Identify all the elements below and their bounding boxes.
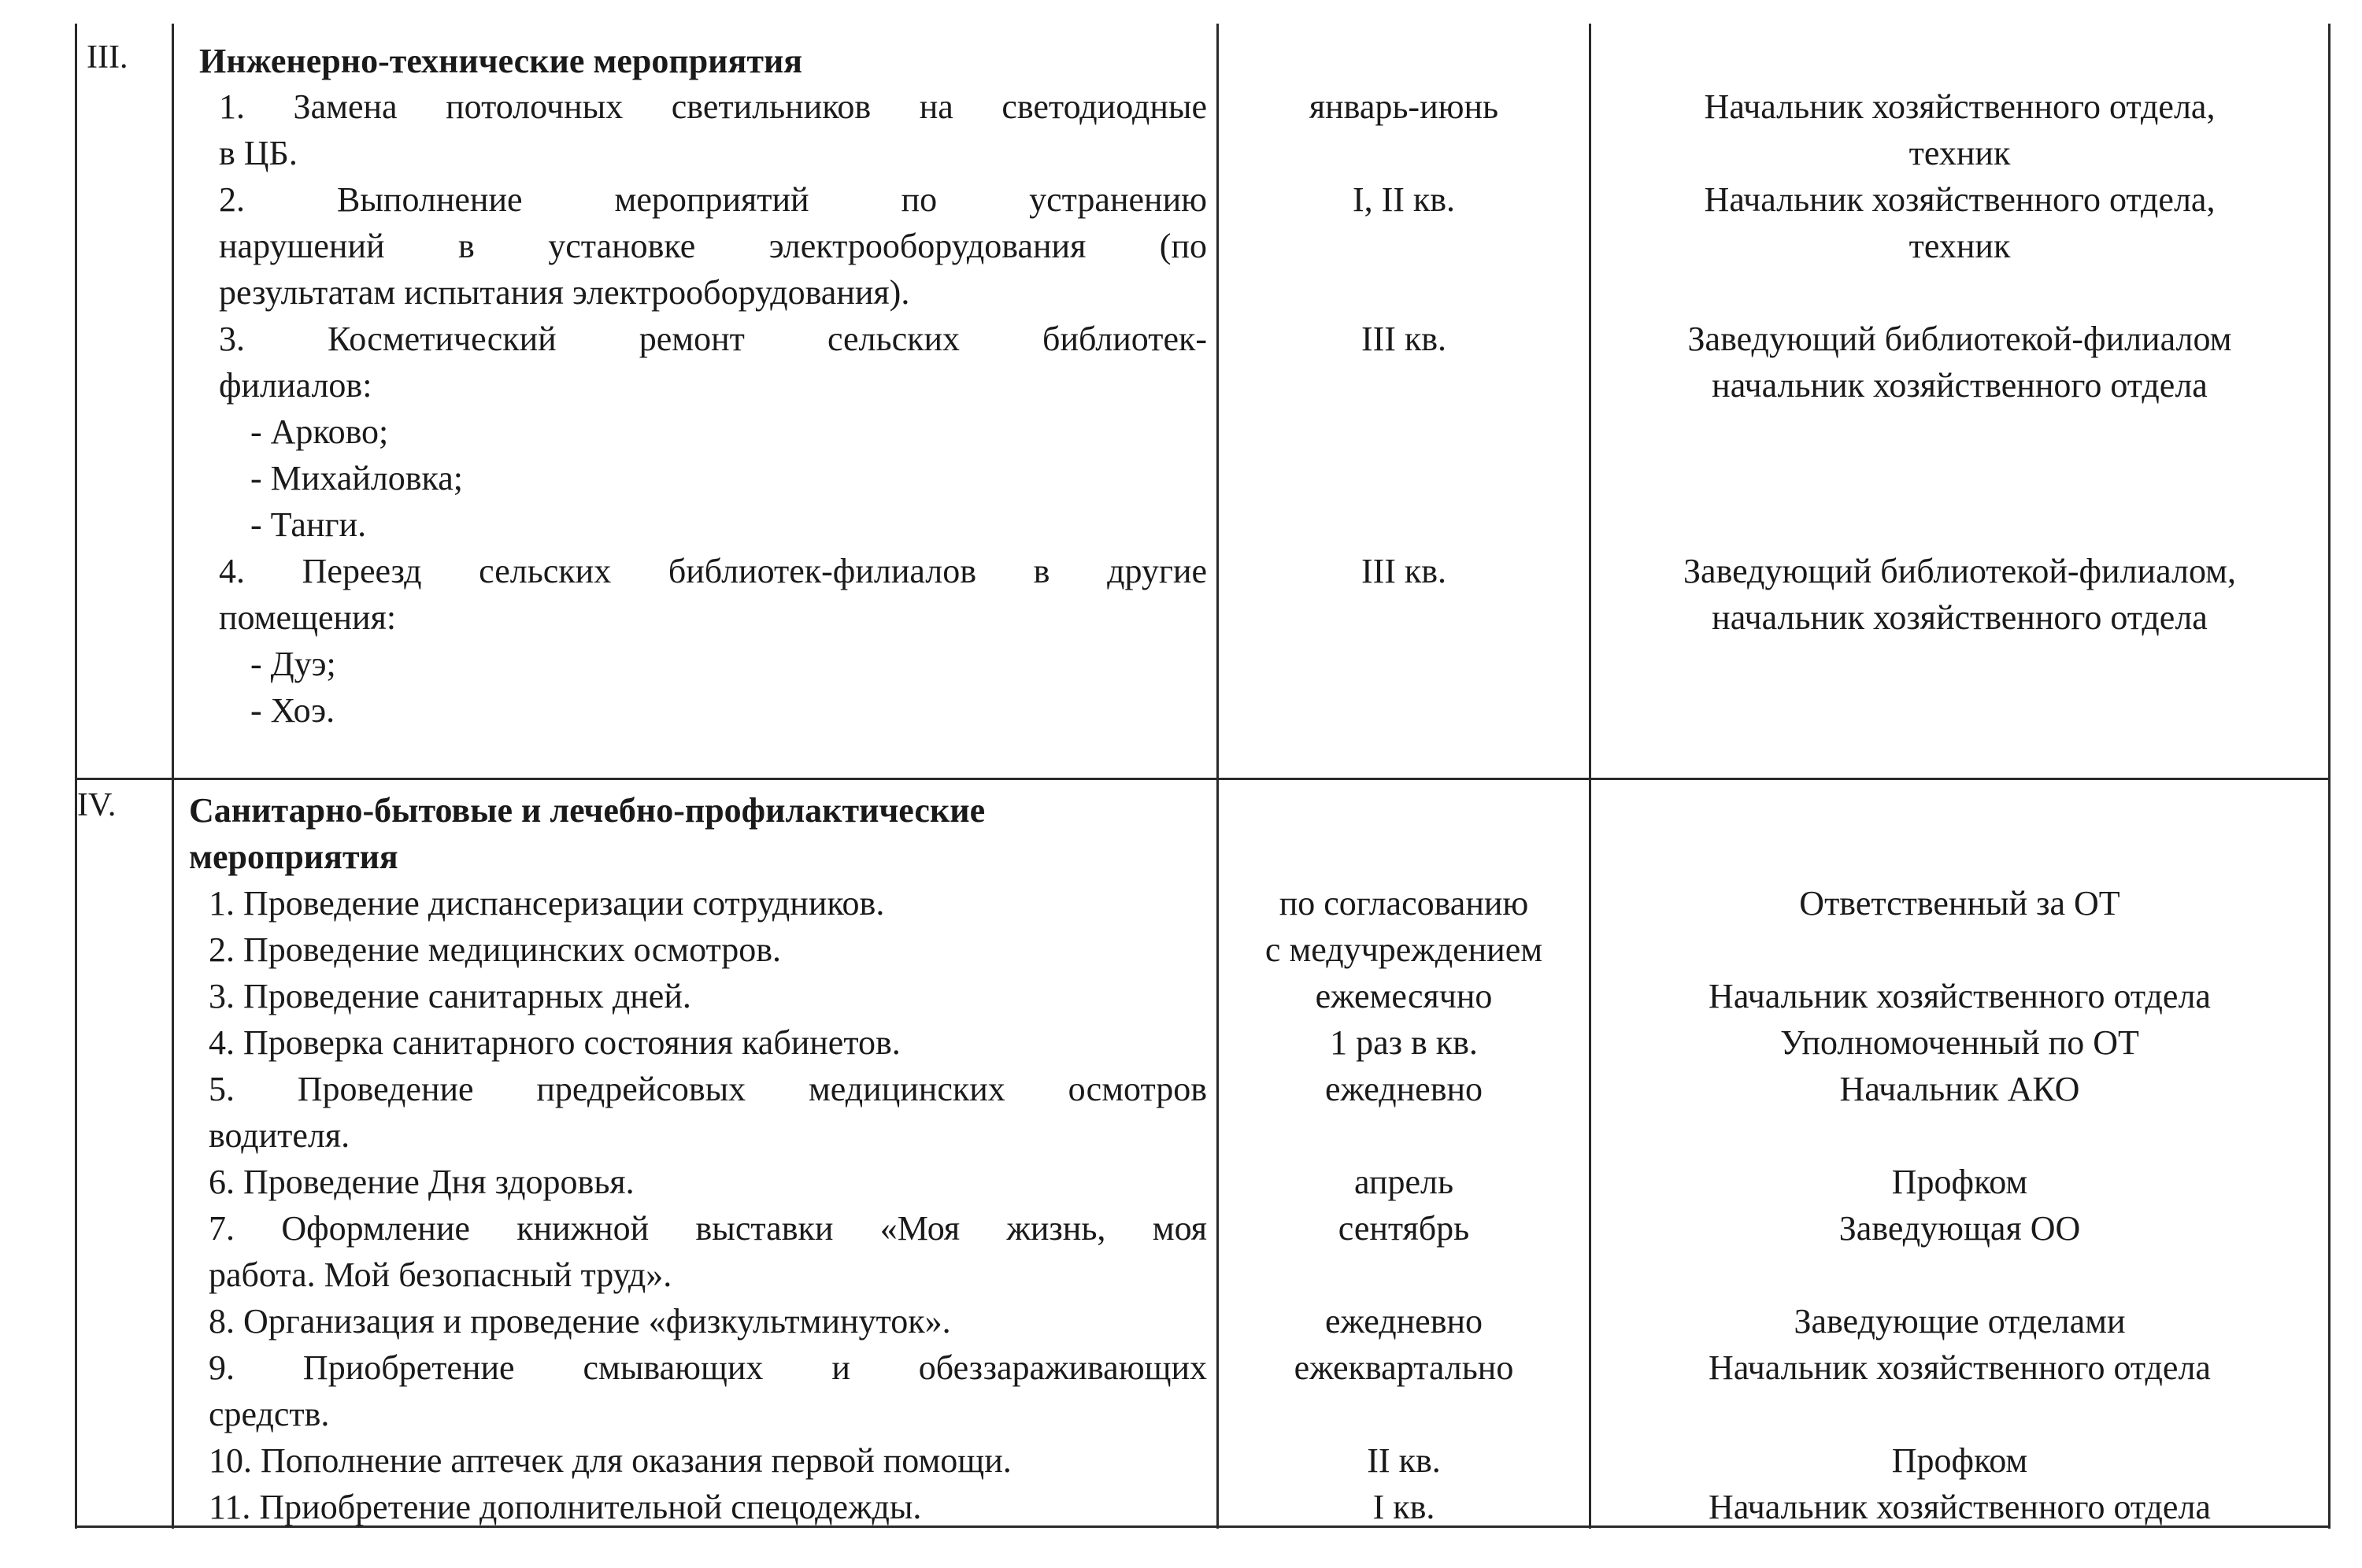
item-text-line: - Хоэ. — [250, 691, 335, 730]
item-term: III кв. — [1361, 552, 1447, 590]
table-border-right — [2328, 24, 2331, 1529]
item-responsible: Начальник АКО — [1839, 1070, 2080, 1108]
item-text-line: 4. Переезд сельских библиотек-филиалов в другие — [219, 552, 1207, 590]
item-text-line: 6. Проведение Дня здоровья. — [209, 1163, 635, 1201]
item-responsible: начальник хозяйственного отдела — [1712, 366, 2208, 405]
section-heading: мероприятия — [189, 838, 398, 876]
item-responsible: техник — [1908, 227, 2011, 265]
item-responsible: Профком — [1891, 1441, 2028, 1480]
item-responsible: Заведующая ОО — [1838, 1209, 2081, 1248]
item-term: по согласованию — [1279, 884, 1529, 923]
item-text-line: филиалов: — [219, 366, 372, 405]
item-responsible: Заведующий библиотекой-филиалом — [1687, 320, 2232, 358]
item-responsible: Заведующий библиотекой-филиалом, — [1683, 552, 2236, 590]
table-border-left — [75, 24, 77, 1529]
item-responsible: Начальник хозяйственного отдела, — [1704, 180, 2216, 219]
item-text-line: - Дуэ; — [250, 645, 336, 683]
item-text-line: нарушений в установке электрооборудования (по — [219, 227, 1207, 265]
item-responsible: Уполномоченный по ОТ — [1780, 1023, 2139, 1062]
item-term: I кв. — [1372, 1488, 1435, 1526]
item-text-line: водителя. — [209, 1116, 350, 1155]
item-text-line: - Арково; — [250, 412, 389, 451]
item-text-line: работа. Мой безопасный труд». — [209, 1256, 672, 1294]
item-term: III кв. — [1361, 320, 1447, 358]
item-text-line: в ЦБ. — [219, 134, 298, 172]
item-text-line: 3. Косметический ремонт сельских библиотек- — [219, 320, 1207, 358]
section-number: III. — [87, 39, 128, 76]
item-term: сентябрь — [1338, 1209, 1470, 1248]
item-responsible: Профком — [1891, 1163, 2028, 1201]
item-responsible: Начальник хозяйственного отдела — [1709, 1488, 2211, 1526]
section-heading: Инженерно-технические мероприятия — [199, 42, 803, 80]
item-responsible: Начальник хозяйственного отдела — [1709, 1348, 2211, 1387]
item-term: январь-июнь — [1309, 87, 1499, 126]
item-responsible: Заведующие отделами — [1794, 1302, 2126, 1341]
item-responsible: Начальник хозяйственного отдела, — [1704, 87, 2216, 126]
item-term: ежеквартально — [1294, 1348, 1514, 1387]
item-text-line: - Танги. — [250, 505, 367, 544]
item-term: I, II кв. — [1352, 180, 1456, 219]
item-responsible: Начальник хозяйственного отдела — [1709, 977, 2211, 1015]
item-term: 1 раз в кв. — [1330, 1023, 1478, 1062]
item-responsible: техник — [1908, 134, 2011, 172]
item-term: апрель — [1353, 1163, 1454, 1201]
item-text-line: 10. Пополнение аптечек для оказания первой помощи. — [209, 1441, 1012, 1480]
item-text-line: 1. Замена потолочных светильников на светодиодные — [219, 87, 1207, 126]
section-number: IV. — [77, 787, 117, 823]
item-responsible: начальник хозяйственного отдела — [1712, 598, 2208, 637]
item-text-line: помещения: — [219, 598, 397, 637]
item-term: II кв. — [1367, 1441, 1441, 1480]
section-heading: Санитарно-бытовые и лечебно-профилактические — [189, 791, 986, 830]
item-responsible: Ответственный за ОТ — [1799, 884, 2120, 923]
item-term: ежедневно — [1324, 1070, 1483, 1108]
section-divider — [75, 778, 2331, 780]
column-divider-number — [172, 24, 174, 1529]
item-text-line: 9. Приобретение смывающих и обеззараживающих — [209, 1348, 1207, 1387]
item-text-line: 11. Приобретение дополнительной спецодежды. — [209, 1488, 922, 1526]
item-text-line: 7. Оформление книжной выставки «Моя жизнь, моя — [209, 1209, 1207, 1248]
item-term: ежемесячно — [1315, 977, 1493, 1015]
item-text-line: 2. Выполнение мероприятий по устранению — [219, 180, 1207, 219]
item-text-line: 8. Организация и проведение «физкультминуток». — [209, 1302, 951, 1341]
item-text-line: 3. Проведение санитарных дней. — [209, 977, 691, 1015]
item-text-line: - Михайловка; — [250, 459, 464, 497]
item-text-line: 5. Проведение предрейсовых медицинских осмотров — [209, 1070, 1207, 1108]
item-text-line: средств. — [209, 1395, 330, 1433]
item-term: с медучреждением — [1264, 930, 1543, 969]
item-term: ежедневно — [1324, 1302, 1483, 1341]
item-text-line: 2. Проведение медицинских осмотров. — [209, 930, 782, 969]
item-text-line: результатам испытания электрооборудования). — [219, 273, 910, 312]
item-text-line: 1. Проведение диспансеризации сотрудников. — [209, 884, 885, 923]
item-text-line: 4. Проверка санитарного состояния кабинетов. — [209, 1023, 901, 1062]
